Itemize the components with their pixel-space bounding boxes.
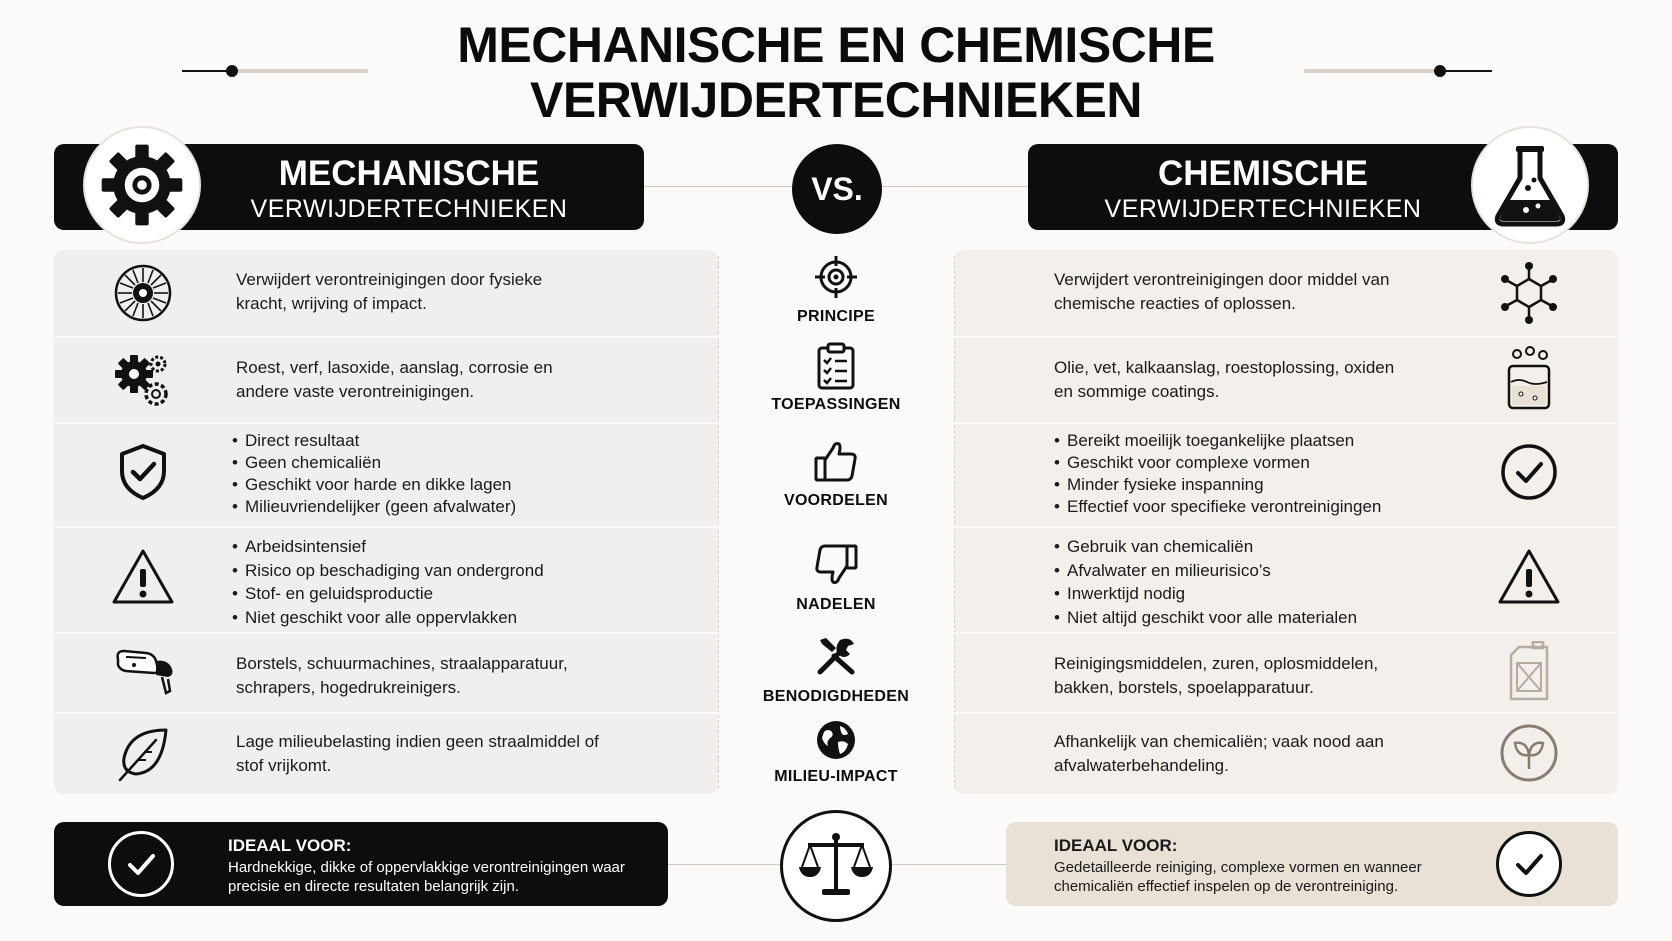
row-voordelen-left-list bbox=[232, 430, 652, 518]
list-item: • Arbeidsintensief bbox=[232, 535, 652, 559]
brush-disc-icon bbox=[113, 263, 173, 323]
mechanical-header-title: MECHANISCHE bbox=[278, 154, 540, 193]
bottom-connector-right bbox=[892, 864, 1006, 865]
row-toepassingen-right-icon bbox=[1494, 344, 1564, 414]
row-milieu-center bbox=[718, 718, 954, 786]
row-voordelen-right-list bbox=[1054, 430, 1474, 518]
thumbs-up-icon bbox=[813, 438, 859, 484]
bottom-connector-left bbox=[668, 864, 780, 865]
scale-icon bbox=[796, 829, 876, 903]
row-benodigdheden-left-icon bbox=[108, 640, 182, 706]
row-nadelen-left-list bbox=[232, 535, 652, 629]
row-milieu-right-text: Afhankelijk van chemicaliën; vaak nood aan afvalwaterbehandeling. bbox=[1054, 732, 1384, 775]
check-circle-icon bbox=[1500, 443, 1558, 501]
list-item: • Minder fysieke inspanning bbox=[1054, 474, 1474, 496]
list-item: • Milieuvriendelijker (geen afvalwater) bbox=[232, 496, 652, 518]
row-voordelen-label: VOORDELEN bbox=[783, 492, 889, 509]
check-icon bbox=[124, 847, 158, 881]
sprout-circle-icon bbox=[1499, 723, 1559, 783]
ideal-right-card bbox=[1006, 822, 1618, 906]
row-principe-right-icon bbox=[1494, 260, 1564, 326]
molecule-icon bbox=[1497, 261, 1561, 325]
row-principe-right-text: Verwijdert verontreinigingen door middel van chemische reacties of oplossen. bbox=[1054, 270, 1390, 313]
list-item: • Niet altijd geschikt voor alle materialen bbox=[1054, 606, 1474, 630]
row-benodigdheden-right-text: Reinigingsmiddelen, zuren, oplosmiddelen, bakken, borstels, spoelapparatuur. bbox=[1054, 654, 1379, 697]
row-milieu-right-icon bbox=[1494, 718, 1564, 788]
mechanical-header-subtitle: VERWIJDERTECHNIEKEN bbox=[250, 195, 568, 223]
title-decoration-right bbox=[1304, 67, 1492, 75]
globe-icon bbox=[814, 718, 858, 762]
row-nadelen-right-list bbox=[1054, 535, 1474, 629]
row-nadelen-center bbox=[718, 542, 954, 614]
list-item: • Inwerktijd nodig bbox=[1054, 582, 1474, 606]
row-principe-left-text: Verwijdert verontreinigingen door fysieke kracht, wrijving of impact. bbox=[236, 270, 543, 313]
list-item: • Geschikt voor harde en dikke lagen bbox=[232, 474, 652, 496]
list-item: • Effectief voor specifieke verontreinigingen bbox=[1054, 496, 1474, 518]
tools-icon bbox=[814, 634, 858, 678]
gear-icon bbox=[94, 137, 190, 233]
row-toepassingen-left-text: Roest, verf, lasoxide, aanslag, corrosie en andere vaste verontreinigingen. bbox=[236, 358, 553, 401]
warning-icon bbox=[110, 547, 176, 607]
list-item: • Direct resultaat bbox=[232, 430, 652, 452]
row-milieu-left-icon bbox=[110, 722, 176, 786]
row-nadelen-left-icon bbox=[106, 544, 180, 610]
list-item: • Afvalwater en milieurisico’s bbox=[1054, 559, 1474, 583]
header-connector-left bbox=[644, 186, 792, 187]
row-separator bbox=[54, 526, 1618, 528]
ideal-left-card bbox=[54, 822, 668, 906]
row-principe-left-icon bbox=[108, 262, 178, 324]
warning-icon bbox=[1496, 547, 1562, 607]
chemical-header-subtitle: VERWIJDERTECHNIEKEN bbox=[1104, 195, 1422, 223]
beaker-bubbles-icon bbox=[1503, 346, 1555, 412]
row-benodigdheden-left-text: Borstels, schuurmachines, straalapparatuur, schrapers, hogedrukreinigers. bbox=[236, 654, 568, 697]
ideal-left-heading: IDEAAL VOOR: bbox=[228, 836, 352, 855]
thumbs-down-icon bbox=[813, 542, 859, 588]
chemical-header-title: CHEMISCHE bbox=[1157, 154, 1369, 193]
list-item: • Gebruik van chemicaliën bbox=[1054, 535, 1474, 559]
row-nadelen-right-icon bbox=[1492, 544, 1566, 610]
row-nadelen-label: NADELEN bbox=[796, 596, 876, 613]
row-toepassingen-center bbox=[718, 342, 954, 414]
row-benodigdheden-right-icon bbox=[1494, 638, 1564, 706]
row-toepassingen-right-text: Olie, vet, kalkaanslag, roestoplossing, oxiden en sommige coatings. bbox=[1054, 358, 1395, 401]
gears-icon bbox=[112, 350, 174, 410]
mechanical-header-icon-circle bbox=[83, 126, 201, 244]
row-toepassingen-left-icon bbox=[108, 348, 178, 412]
list-item: • Risico op beschadiging van ondergrond bbox=[232, 559, 652, 583]
clipboard-icon bbox=[816, 342, 856, 390]
ideal-left-text: Hardnekkige, dikke of oppervlakkige verontreinigingen waar precisie en directe resultaten belangrijk zijn. bbox=[228, 859, 625, 895]
row-separator bbox=[54, 336, 1618, 338]
ideal-right-heading: IDEAAL VOOR: bbox=[1054, 836, 1178, 855]
ideal-right-text: Gedetailleerde reiniging, complexe vormen en wanneer chemicaliën effectief inspelen op de verontreiniging. bbox=[1054, 859, 1422, 895]
header-connector-right bbox=[882, 186, 1028, 187]
row-voordelen-right-icon bbox=[1494, 440, 1564, 504]
page-title-line1: MECHANISCHE EN CHEMISCHE bbox=[457, 17, 1215, 73]
check-icon bbox=[1512, 847, 1546, 881]
target-icon bbox=[813, 254, 859, 300]
leaf-icon bbox=[116, 726, 170, 782]
row-benodigdheden-center bbox=[718, 634, 954, 706]
shield-check-icon bbox=[118, 443, 168, 501]
list-item: • Stof- en geluidsproductie bbox=[232, 582, 652, 606]
row-benodigdheden-label: BENODIGDHEDEN bbox=[762, 688, 910, 705]
row-separator bbox=[54, 422, 1618, 424]
vs-badge: VS. bbox=[792, 144, 882, 234]
sander-icon bbox=[112, 645, 178, 701]
title-decoration-left bbox=[182, 67, 368, 75]
list-item: • Niet geschikt voor alle oppervlakken bbox=[232, 606, 652, 630]
row-voordelen-left-icon bbox=[108, 440, 178, 504]
row-principe-center bbox=[718, 254, 954, 326]
row-milieu-left-text: Lage milieubelasting indien geen straalmiddel of stof vrijkomt. bbox=[236, 732, 599, 775]
ideal-left-icon-circle bbox=[108, 831, 174, 897]
row-separator bbox=[54, 712, 1618, 714]
ideal-right-icon-circle bbox=[1496, 831, 1562, 897]
row-milieu-label: MILIEU-IMPACT bbox=[774, 768, 898, 785]
page-title-line2: VERWIJDERTECHNIEKEN bbox=[530, 72, 1142, 128]
flask-icon bbox=[1490, 142, 1570, 228]
list-item: • Geen chemicaliën bbox=[232, 452, 652, 474]
row-toepassingen-label: TOEPASSINGEN bbox=[771, 396, 901, 413]
chemical-header-icon-circle bbox=[1471, 126, 1589, 244]
row-voordelen-center bbox=[718, 438, 954, 510]
row-principe-label: PRINCIPE bbox=[797, 308, 875, 325]
jerrycan-icon bbox=[1505, 641, 1553, 703]
scale-badge bbox=[780, 810, 892, 922]
list-item: • Bereikt moeilijk toegankelijke plaatsen bbox=[1054, 430, 1474, 452]
list-item: • Geschikt voor complexe vormen bbox=[1054, 452, 1474, 474]
